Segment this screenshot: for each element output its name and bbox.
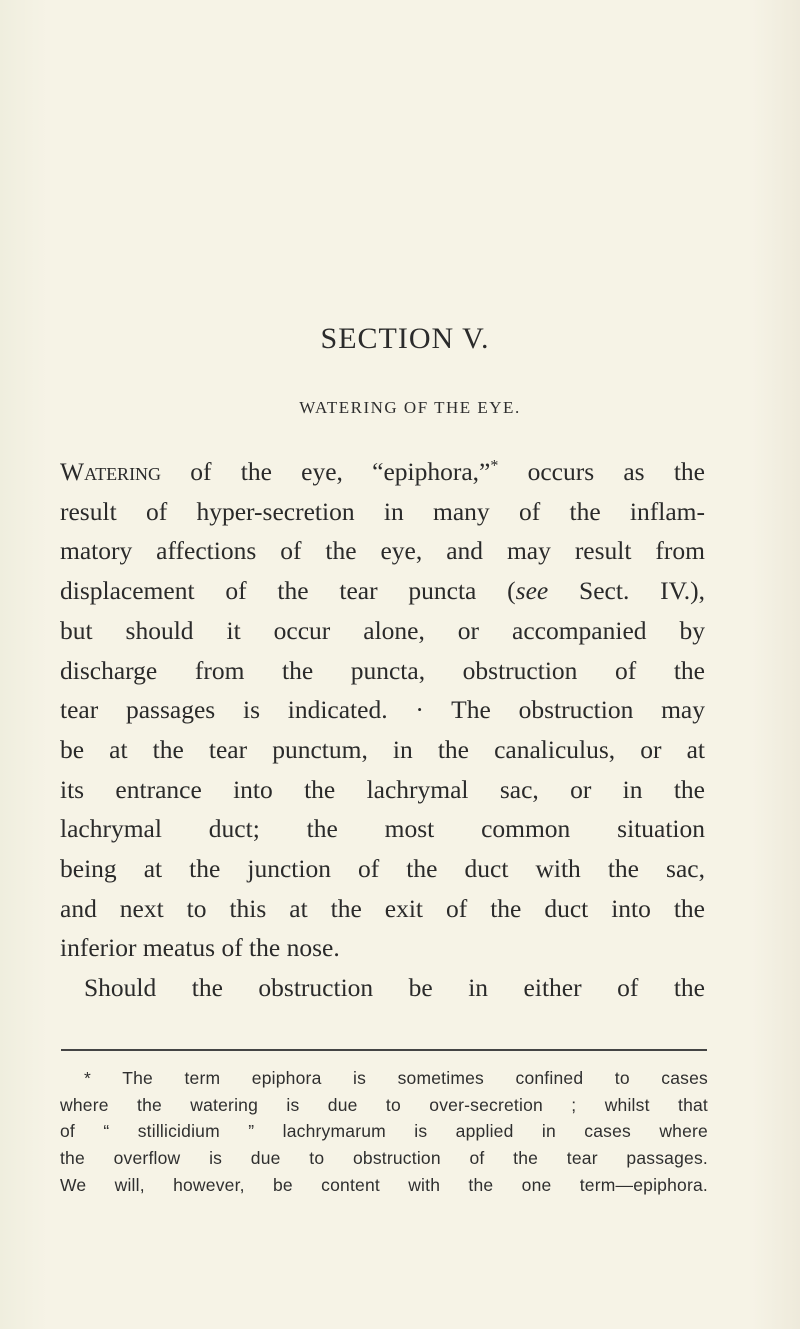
body-line: Should the obstruction be in either of the: [84, 973, 705, 1003]
body-line: and next to this at the exit of the duct into the: [60, 893, 705, 923]
section-heading: SECTION V.: [320, 322, 490, 355]
body-line: result of hyper-secretion in many of the inflam-: [60, 496, 705, 526]
body-line: discharge from the puncta, obstruction of the: [60, 655, 705, 685]
body-line: displacement of the tear puncta (see Sect. IV.),: [60, 576, 705, 606]
footnote-line: of “ stillicidium ” lachrymarum is applied in cases where: [60, 1121, 708, 1142]
body-line: be at the tear punctum, in the canaliculus, or at: [60, 734, 705, 764]
footnote-divider: [61, 1049, 707, 1051]
body-line: but should it occur alone, or accompanied by: [60, 615, 705, 645]
body-line: tear passages is indicated. · The obstruction may: [60, 695, 705, 725]
body-line: inferior meatus of the nose.: [60, 933, 340, 963]
footnote: [60, 1065, 708, 1199]
lead-word: Watering: [60, 457, 162, 486]
body-line: matory affections of the eye, and may result from: [60, 536, 705, 566]
body-line: lachrymal duct; the most common situation: [60, 814, 705, 844]
italic-see: see: [515, 576, 549, 606]
footnote-line: We will, however, be content with the one term—epiphora.: [60, 1174, 708, 1195]
footnote-line: the overflow is due to obstruction of the tear passages.: [60, 1148, 708, 1169]
footnote-line: * The term epiphora is sometimes confined to cases: [84, 1068, 708, 1088]
footnote-marker: *: [490, 457, 499, 475]
section-subtitle: WATERING OF THE EYE.: [299, 398, 521, 417]
body-paragraph: [60, 452, 705, 1008]
body-line: its entrance into the lachrymal sac, or in the: [60, 774, 705, 804]
body-line: being at the junction of the duct with the sac,: [60, 854, 705, 884]
body-line: Watering of the eye, “epiphora,”* occurs as the: [60, 457, 705, 486]
footnote-line: where the watering is due to over-secretion ; whilst that: [60, 1094, 708, 1115]
